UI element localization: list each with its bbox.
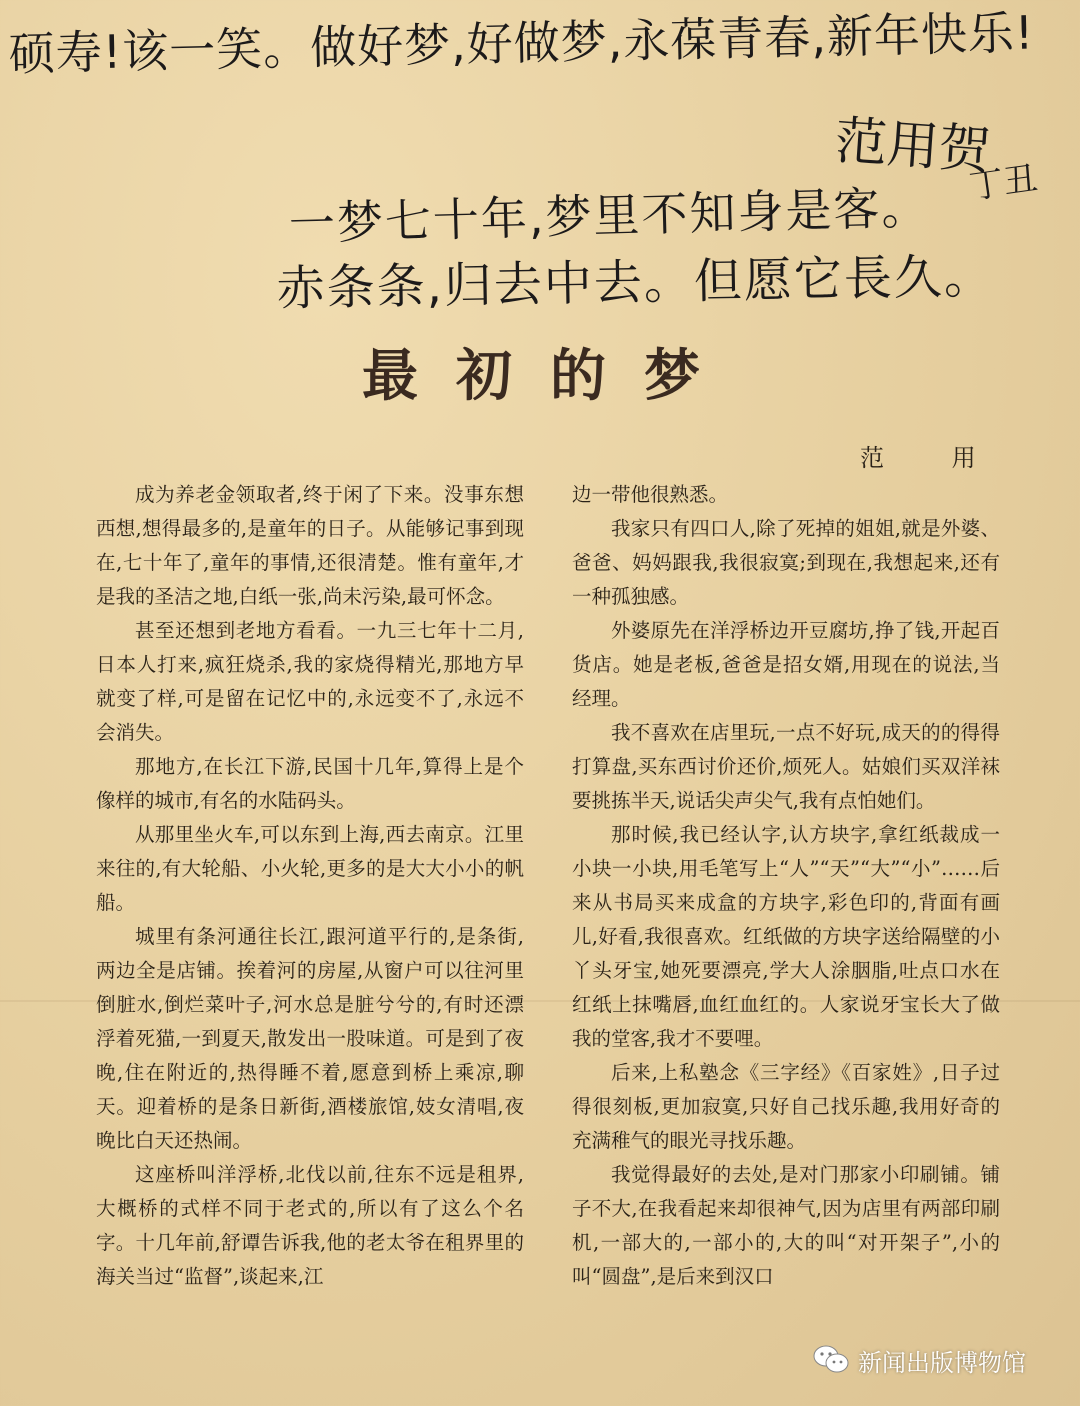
handwritten-poem-line-2: 赤条条,归去中去。但愿它長久。	[276, 248, 995, 317]
paragraph-continued: 边一带他很熟悉。	[572, 483, 729, 506]
watermark	[812, 1340, 1026, 1380]
handwritten-signature-date: 丁丑	[967, 158, 1041, 208]
paragraph: 成为养老金领取者,终于闲了下来。没事东想西想,想得最多的,是童年的日子。从能够记事到现在,七十年了,童年的事情,还很清楚。惟有童年,才是我的圣洁之地,白纸一张,尚未污染,最可怀念。	[96, 483, 524, 608]
watermark-text: 新闻出版博物馆	[858, 1348, 1026, 1377]
article-left-column	[96, 478, 524, 1294]
paragraph: 甚至还想到老地方看看。一九三七年十二月,日本人打来,疯狂烧杀,我的家烧得精光,那地方早就变了样,可是留在记忆中的,永远变不了,永远不会消失。	[96, 619, 524, 744]
paragraph: 那时候,我已经认字,认方块字,拿红纸裁成一小块一小块,用毛笔写上“人”“天”“大”“小”……后来从书局买来成盒的方块字,彩色印的,背面有画儿,好看,我很喜欢。红纸做的方块字送给隔壁的小丫头牙宝,她死要漂亮,学大人涂胭脂,吐点口水在红纸上抹嘴唇,血红血红的。人家说牙宝长大了做我的堂客,我才不要哩。	[572, 823, 1000, 1050]
handwritten-signature: 范用贺	[832, 110, 993, 182]
wechat-icon	[812, 1344, 850, 1376]
paragraph: 外婆原先在洋浮桥边开豆腐坊,挣了钱,开起百货店。她是老板,爸爸是招女婿,用现在的说法,当经理。	[572, 619, 1000, 710]
paragraph: 我觉得最好的去处,是对门那家小印刷铺。铺子不大,在我看起来却很神气,因为店里有两部印刷机,一部大的,一部小的,大的叫“对开架子”,小的叫“圆盘”,是后来到汉口	[572, 1163, 1000, 1288]
article-author: 范 用	[860, 444, 1006, 472]
paragraph: 我不喜欢在店里玩,一点不好玩,成天的的得得打算盘,买东西讨价还价,烦死人。姑娘们买双洋袜要挑拣半天,说话尖声尖气,我有点怕她们。	[572, 721, 1000, 812]
paragraph: 这座桥叫洋浮桥,北伐以前,往东不远是租界,大概桥的式样不同于老式的,所以有了这么个名字。十几年前,舒谭告诉我,他的老太爷在租界里的海关当过“监督”,谈起来,江	[96, 1163, 524, 1288]
handwritten-greeting: 硕寿!该一笑。做好梦,好做梦,永葆青春,新年快乐!	[8, 5, 1035, 81]
paragraph: 城里有条河通往长江,跟河道平行的,是条街,两边全是店铺。挨着河的房屋,从窗户可以往河里倒脏水,倒烂菜叶子,河水总是脏兮兮的,有时还漂浮着死猫,一到夏天,散发出一股味道。可是到了夜晚,住在附近的,热得睡不着,愿意到桥上乘凉,聊天。迎着桥的是条日新街,酒楼旅馆,妓女清唱,夜晚比白天还热闹。	[96, 925, 524, 1152]
handwritten-poem-line-1: 一梦七十年,梦里不知身是客。	[288, 180, 931, 251]
article-title: 最初的梦	[362, 343, 738, 409]
paragraph: 那地方,在长江下游,民国十几年,算得上是个像样的城市,有名的水陆码头。	[96, 755, 524, 812]
paragraph: 后来,上私塾念《三字经》《百家姓》,日子过得很刻板,更加寂寞,只好自己找乐趣,我用好奇的充满稚气的眼光寻找乐趣。	[572, 1061, 1000, 1152]
paragraph: 从那里坐火车,可以东到上海,西去南京。江里来往的,有大轮船、小火轮,更多的是大大小小的帆船。	[96, 823, 524, 914]
paragraph: 我家只有四口人,除了死掉的姐姐,就是外婆、爸爸、妈妈跟我,我很寂寞;到现在,我想起来,还有一种孤独感。	[572, 517, 1000, 608]
article-right-column	[572, 478, 1000, 1294]
